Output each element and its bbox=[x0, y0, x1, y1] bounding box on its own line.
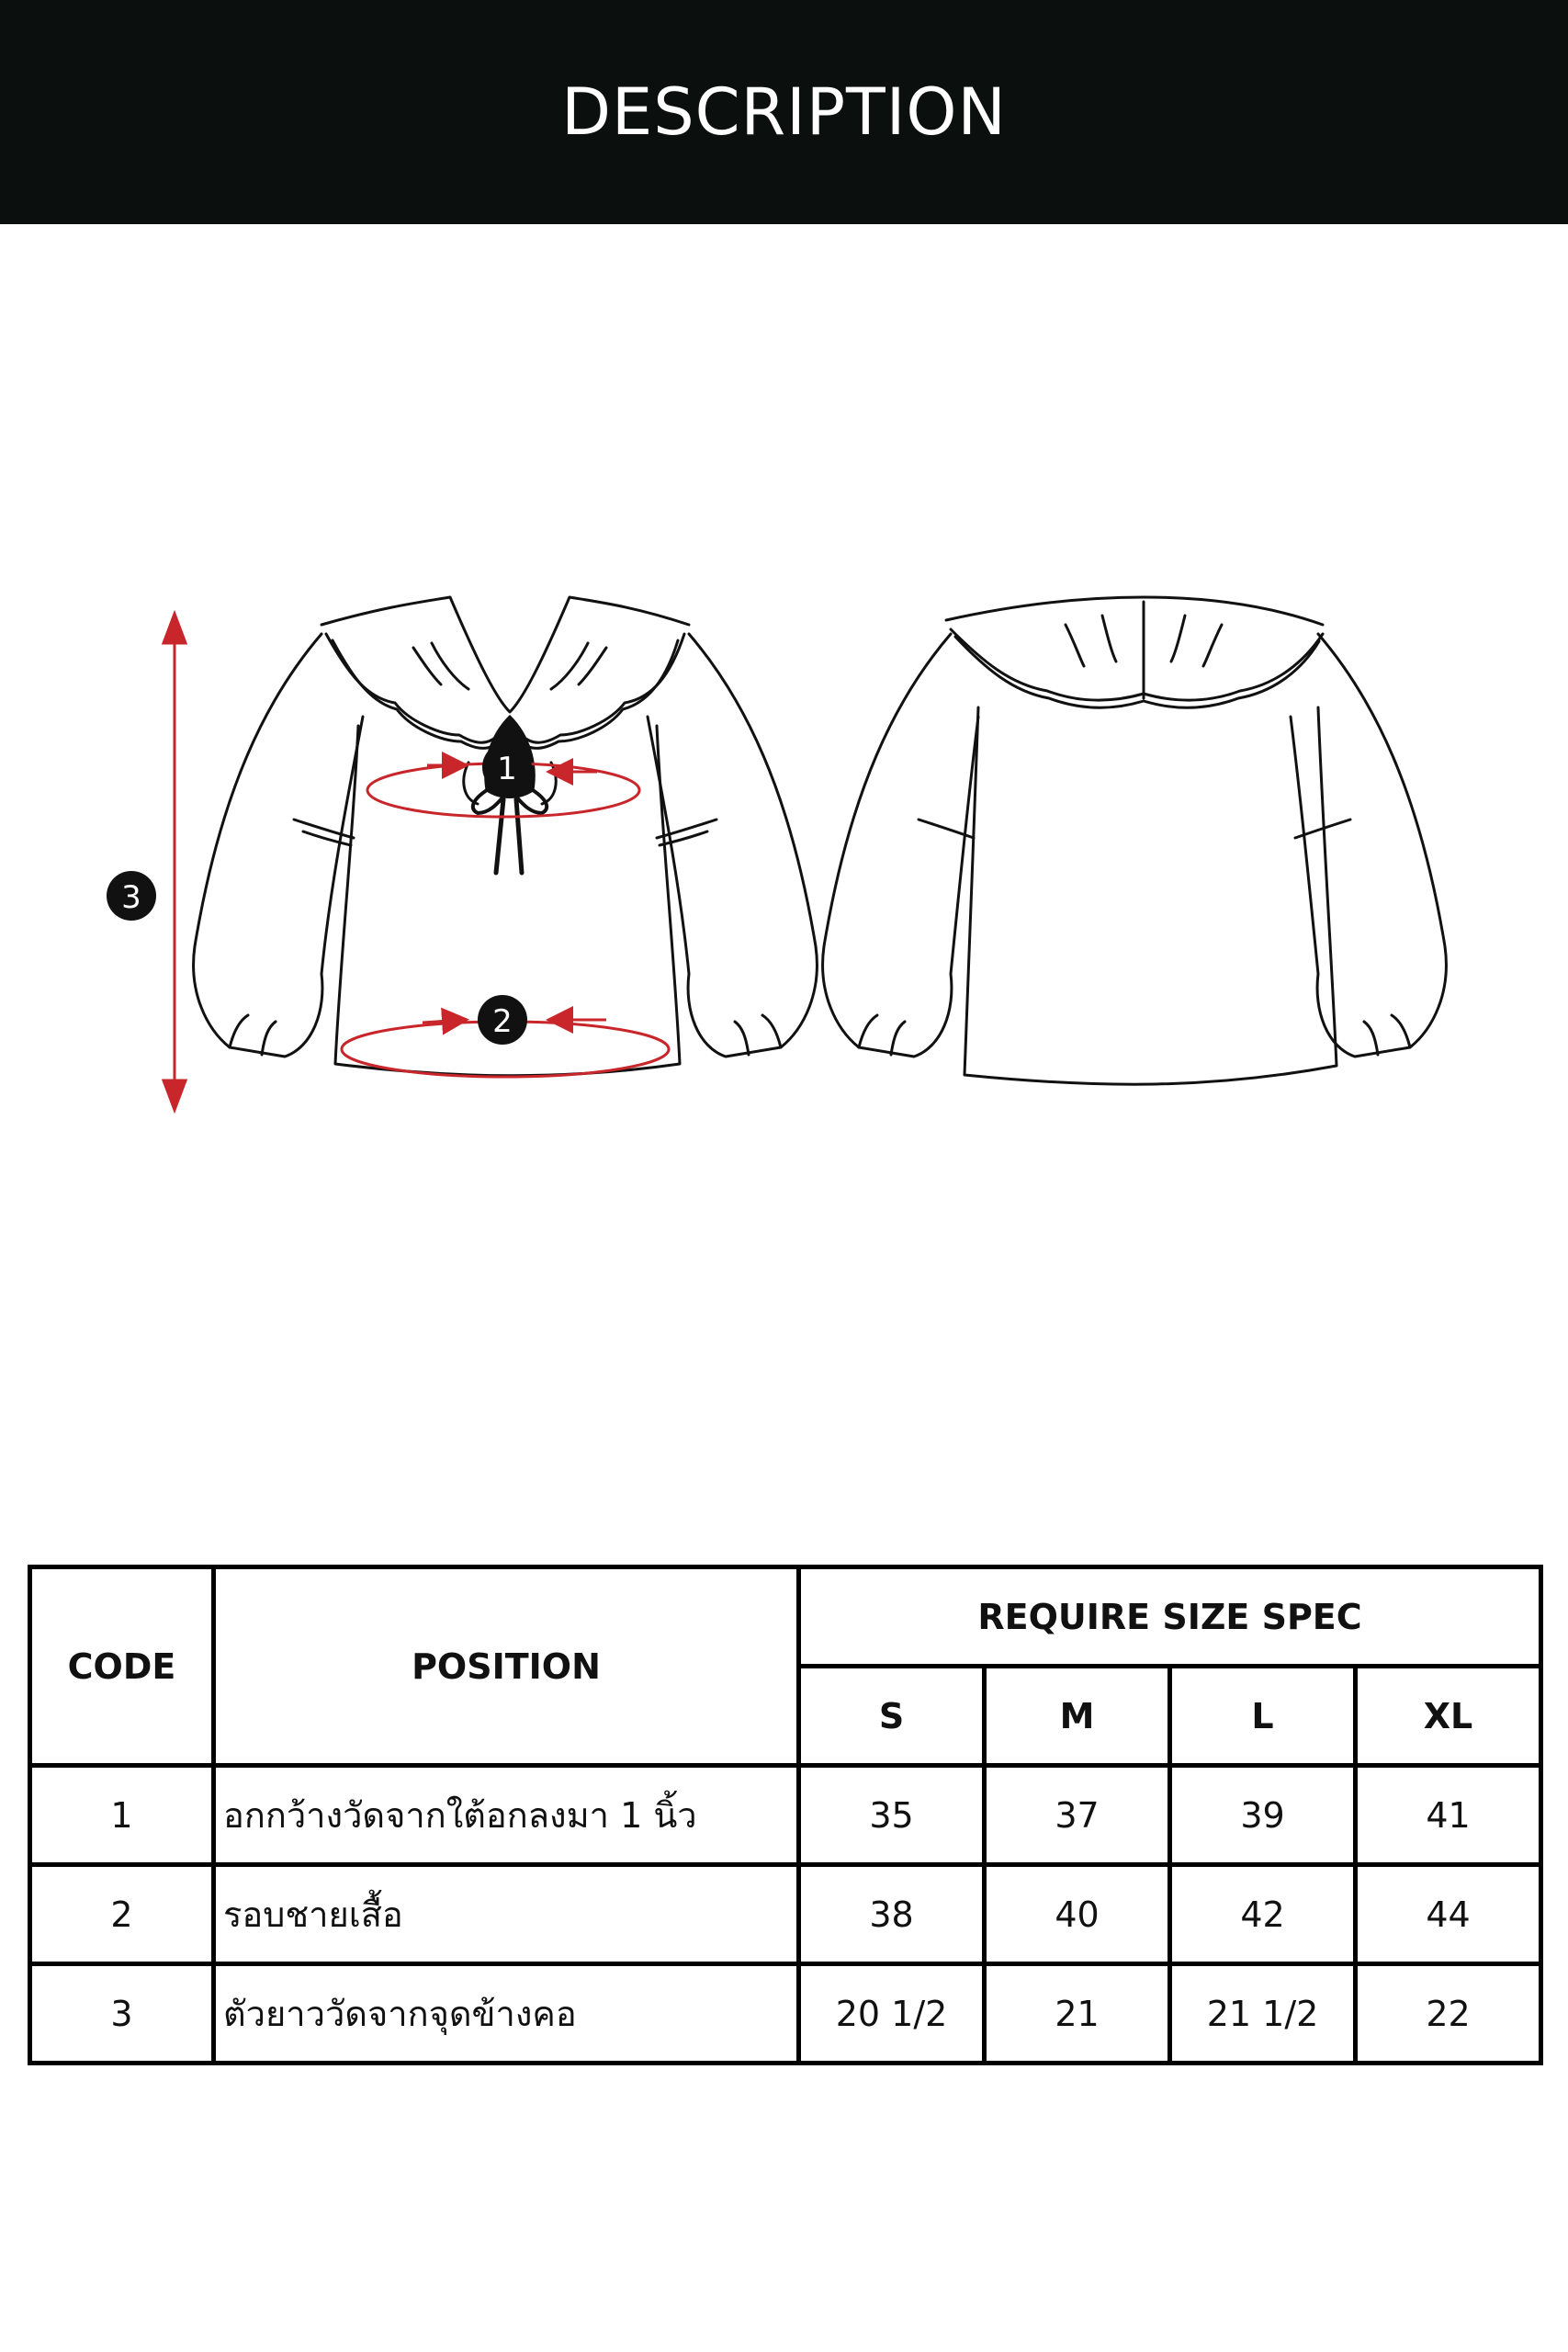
row-position: อกกว้างวัดจากใต้อกลงมา 1 นิ้ว bbox=[214, 1766, 799, 1865]
row-code: 3 bbox=[30, 1964, 214, 2064]
back-blouse-sketch bbox=[823, 597, 1447, 1084]
size-header-s: S bbox=[799, 1667, 985, 1766]
marker-2-label: 2 bbox=[492, 1003, 513, 1040]
code-header: CODE bbox=[30, 1567, 214, 1766]
row-value-l: 42 bbox=[1170, 1865, 1356, 1964]
garment-diagram bbox=[0, 551, 1568, 1158]
row-value-xl: 44 bbox=[1356, 1865, 1541, 1964]
row-value-l: 21 1/2 bbox=[1170, 1964, 1356, 2064]
table-row bbox=[30, 1865, 1541, 1964]
row-value-m: 40 bbox=[985, 1865, 1170, 1964]
row-value-xl: 41 bbox=[1356, 1766, 1541, 1865]
spec-header: REQUIRE SIZE SPEC bbox=[799, 1567, 1541, 1667]
size-spec-table bbox=[28, 1565, 1543, 2065]
size-header-m: M bbox=[985, 1667, 1170, 1766]
page-title: DESCRIPTION bbox=[561, 74, 1007, 150]
marker-3 bbox=[107, 871, 156, 921]
row-value-s: 20 1/2 bbox=[799, 1964, 985, 2064]
marker-1-label: 1 bbox=[497, 751, 517, 787]
row-value-m: 37 bbox=[985, 1766, 1170, 1865]
row-position: รอบชายเสื้อ bbox=[214, 1865, 799, 1964]
position-header: POSITION bbox=[214, 1567, 799, 1766]
row-code: 2 bbox=[30, 1865, 214, 1964]
length-measure bbox=[164, 614, 186, 1110]
header-bar bbox=[0, 0, 1568, 224]
row-value-xl: 22 bbox=[1356, 1964, 1541, 2064]
marker-1 bbox=[482, 742, 532, 792]
size-header-l: L bbox=[1170, 1667, 1356, 1766]
row-value-l: 39 bbox=[1170, 1766, 1356, 1865]
marker-2 bbox=[478, 995, 527, 1045]
size-header-xl: XL bbox=[1356, 1667, 1541, 1766]
row-position: ตัวยาววัดจากจุดข้างคอ bbox=[214, 1964, 799, 2064]
marker-3-label: 3 bbox=[121, 879, 141, 916]
table-row bbox=[30, 1766, 1541, 1865]
table-row bbox=[30, 1964, 1541, 2064]
row-code: 1 bbox=[30, 1766, 214, 1865]
row-value-m: 21 bbox=[985, 1964, 1170, 2064]
row-value-s: 38 bbox=[799, 1865, 985, 1964]
row-value-s: 35 bbox=[799, 1766, 985, 1865]
